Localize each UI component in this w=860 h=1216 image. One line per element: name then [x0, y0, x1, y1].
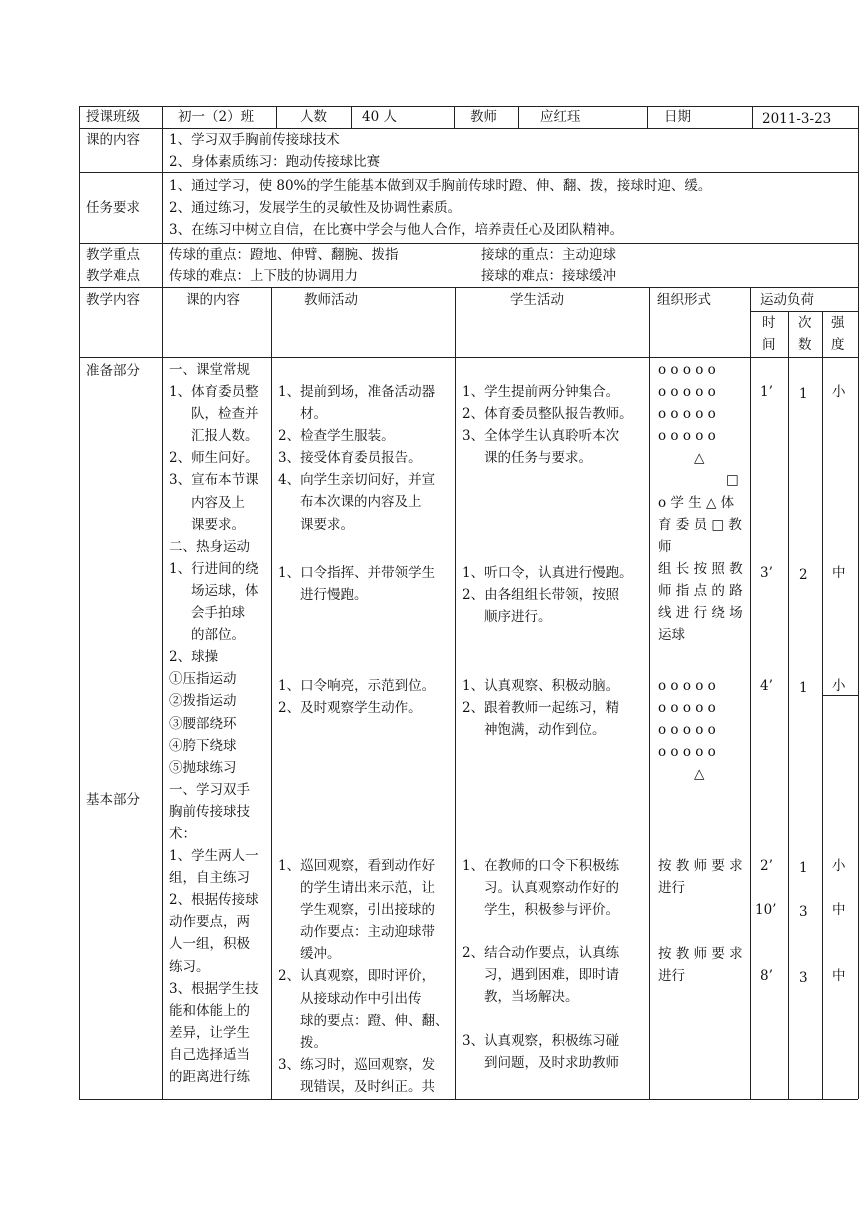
student-line: 3、认真观察，积极练习碰	[462, 1032, 620, 1049]
col-intensity-1: 强	[831, 315, 845, 331]
difficulty-label: 教学难点	[86, 268, 140, 284]
student-row: o o o o o	[658, 678, 716, 694]
teacher-line: 拨。	[300, 1034, 327, 1051]
load-time: 3’	[760, 565, 773, 581]
lesson-line: 2、根据传接球	[169, 892, 259, 909]
lesson-line: 1、学生两人一	[169, 848, 259, 865]
lesson-content-column	[169, 359, 259, 1088]
lesson-line: 汇报人数。	[191, 428, 259, 445]
content-line-2: 2、身体素质练习：跑动传接球比赛	[169, 154, 381, 170]
student-activity-block-3	[462, 675, 619, 741]
formation-legend: o 学 生 △ 体	[658, 494, 735, 511]
content-label: 课的内容	[86, 132, 140, 148]
col-time-2: 间	[762, 337, 776, 353]
lesson-line: ④胯下绕球	[169, 737, 237, 754]
student-line: 2、体育委员整队报告教师。	[462, 406, 633, 423]
lesson-line: 组，自主练习	[169, 870, 250, 887]
lesson-line: ⑤抛球练习	[169, 759, 237, 776]
lesson-line: 2、师生问好。	[169, 450, 259, 467]
load-intensity: 小	[832, 384, 846, 400]
org-text: 按 教 师 要 求	[658, 858, 743, 874]
lesson-line: 1、体育委员整	[169, 384, 259, 401]
teacher-line: 4、向学生亲切问好，并宣	[278, 472, 436, 489]
lesson-line: ②拨指运动	[169, 693, 237, 710]
load-count: 3	[799, 970, 808, 986]
lesson-line: 术：	[169, 825, 196, 842]
class-label: 授课班级	[86, 109, 140, 125]
lesson-line: 3、宣布本节课	[169, 472, 259, 489]
lesson-line: 二、热身运动	[169, 538, 250, 555]
pass-key: 传球的重点：蹬地、伸臂、翻腕、拨指	[169, 247, 399, 263]
count-label: 人数	[300, 109, 327, 125]
date-value: 2011-3-23	[762, 111, 832, 127]
monitor-triangle-icon: △	[694, 766, 705, 783]
teacher-line: 布本次课的内容及上	[300, 494, 422, 511]
formation-legend: 师	[658, 538, 672, 555]
teacher-line: 现错误，及时纠正。共	[300, 1078, 435, 1095]
teacher-line: 进行慢跑。	[300, 587, 368, 604]
student-activity-block-4	[462, 855, 619, 1074]
lesson-line: ③腰部绕环	[169, 715, 237, 732]
teacher-line: 从接球动作中引出传	[300, 990, 422, 1007]
col-teacher: 教师活动	[304, 292, 358, 308]
col-org: 组织形式	[657, 292, 711, 308]
student-line: 2、跟着教师一起练习，精	[462, 700, 620, 717]
teacher-line: 1、巡回观察，看到动作好	[278, 858, 436, 874]
lesson-line: 人一组，积极	[169, 936, 250, 953]
route-text: 线 进 行 绕 场	[658, 605, 743, 622]
lesson-line: 动作要点，两	[169, 914, 250, 931]
teacher-line: 材。	[300, 406, 327, 423]
lesson-line: 自己选择适当	[169, 1046, 250, 1063]
col-content: 课的内容	[186, 292, 240, 308]
load-time: 1’	[760, 384, 773, 400]
catch-key: 接球的重点：主动迎球	[481, 247, 616, 263]
key-label: 教学重点	[86, 247, 140, 263]
student-activity-block-1	[462, 381, 633, 469]
load-intensity: 中	[832, 565, 846, 581]
formation-diagram-2	[658, 675, 716, 785]
date-label: 日期	[664, 109, 691, 125]
teacher-label: 教师	[470, 109, 497, 125]
teacher-line: 课要求。	[300, 516, 354, 533]
count-value: 40 人	[362, 109, 397, 125]
student-row: o o o o o	[658, 428, 716, 445]
teacher-activity-block-3	[278, 675, 435, 719]
lesson-line: 的距离进行练	[169, 1069, 250, 1085]
student-line: 1、听口令，认真进行慢跑。	[462, 565, 633, 581]
teacher-line: 2、检查学生服装。	[278, 428, 395, 445]
load-intensity: 中	[832, 968, 846, 984]
lesson-line: ①压指运动	[169, 671, 237, 688]
lesson-line: 一、学习双手	[169, 781, 250, 798]
route-text: 运球	[658, 627, 685, 644]
teacher-activity-block-2	[278, 562, 435, 606]
teacher-line: 1、口令响亮，示范到位。	[278, 678, 436, 694]
org-text: 进行	[658, 968, 685, 985]
teacher-line: 动作要点：主动迎球带	[300, 924, 435, 941]
org-text: 进行	[658, 880, 685, 897]
lesson-line: 能和体能上的	[169, 1002, 250, 1019]
lesson-line: 3、根据学生技	[169, 980, 259, 997]
lesson-line: 胸前传接球技	[169, 803, 250, 820]
section-prep: 准备部分	[86, 363, 140, 379]
load-time: 2’	[760, 858, 773, 874]
load-time: 4’	[760, 678, 773, 694]
teacher-activity-block-4	[278, 855, 449, 1098]
student-activity-block-2	[462, 562, 633, 628]
tasks-label: 任务要求	[86, 200, 140, 216]
lesson-line: 差异，让学生	[169, 1024, 250, 1041]
lesson-line: 的部位。	[191, 627, 245, 644]
route-text: 师 指 点 的 路	[658, 582, 743, 599]
formation-legend: 育 委 员 □ 教	[658, 516, 742, 533]
col-section: 教学内容	[86, 292, 140, 308]
col-time-1: 时	[762, 315, 776, 331]
col-student: 学生活动	[510, 292, 564, 308]
load-intensity: 小	[832, 678, 846, 694]
lesson-line: 内容及上	[191, 494, 245, 511]
teacher-square-icon: □	[726, 472, 739, 489]
student-line: 1、学生提前两分钟集合。	[462, 384, 620, 400]
content-line-1: 1、学习双手胸前传接球技术	[169, 132, 340, 148]
teacher-line: 2、及时观察学生动作。	[278, 700, 422, 717]
tasks-line-2: 2、通过练习，发展学生的灵敏性及协调性素质。	[169, 200, 462, 216]
tasks-line-1: 1、通过学习，使 80%的学生能基本做到双手胸前传球时蹬、伸、翻、拨，接球时迎、缓。	[169, 178, 712, 194]
teacher-line: 3、接受体育委员报告。	[278, 450, 422, 467]
monitor-triangle-icon: △	[694, 450, 705, 467]
lesson-line: 一、课堂常规	[169, 362, 250, 378]
load-count: 1	[799, 680, 808, 696]
org-requirement-2	[658, 943, 743, 987]
student-line: 学生，积极参与评价。	[484, 902, 619, 919]
student-line: 到问题，及时求助教师	[484, 1054, 619, 1071]
teacher-line: 缓冲。	[300, 946, 341, 963]
teacher-activity-block-1	[278, 381, 435, 536]
student-line: 习，遇到困难，即时请	[484, 967, 619, 984]
col-intensity-2: 度	[831, 337, 845, 353]
lesson-line: 2、球操	[169, 649, 219, 666]
student-line: 3、全体学生认真聆听本次	[462, 428, 620, 445]
load-count: 2	[799, 567, 808, 583]
col-count-1: 次	[798, 315, 812, 331]
teacher-line: 球的要点：蹬、伸、翻、	[300, 1012, 449, 1029]
student-line: 2、结合动作要点，认真练	[462, 945, 620, 962]
student-line: 教，当场解决。	[484, 989, 579, 1006]
student-line: 1、认真观察、积极动脑。	[462, 678, 620, 694]
student-line: 1、在教师的口令下积极练	[462, 858, 620, 874]
lesson-line: 课要求。	[191, 516, 245, 533]
student-row: o o o o o	[658, 744, 716, 761]
org-requirement-1	[658, 855, 743, 899]
student-row: o o o o o	[658, 700, 716, 717]
class-value: 初一（2）班	[178, 109, 255, 125]
col-count-2: 数	[798, 337, 812, 353]
route-text: 组 长 按 照 教	[658, 560, 743, 577]
teacher-value: 应红珏	[540, 109, 581, 125]
pass-difficulty: 传球的难点：上下肢的协调用力	[169, 268, 358, 284]
load-time: 8’	[760, 968, 773, 984]
teacher-line: 2、认真观察，即时评价，	[278, 968, 436, 985]
teacher-line: 1、口令指挥、并带领学生	[278, 565, 436, 581]
load-intensity: 中	[832, 902, 846, 918]
col-load: 运动负荷	[760, 292, 814, 308]
lesson-line: 会手拍球	[191, 605, 245, 622]
student-line: 顺序进行。	[484, 609, 552, 626]
lesson-line: 队，检查并	[191, 406, 259, 423]
student-line: 2、由各组组长带领，按照	[462, 587, 620, 604]
load-count: 3	[799, 904, 808, 920]
load-count: 1	[799, 386, 808, 402]
teacher-line: 学生观察，引出接球的	[300, 902, 435, 919]
student-line: 神饱满，动作到位。	[484, 722, 606, 739]
lesson-line: 1、行进间的绕	[169, 560, 259, 577]
student-line: 课的任务与要求。	[484, 450, 592, 467]
teacher-line: 3、练习时，巡回观察，发	[278, 1056, 436, 1073]
lesson-line: 场运球，体	[191, 582, 259, 599]
org-text: 按 教 师 要 求	[658, 946, 743, 962]
student-row: o o o o o	[658, 362, 716, 378]
student-row: o o o o o	[658, 406, 716, 423]
formation-diagram-1	[658, 359, 743, 646]
catch-difficulty: 接球的难点：接球缓冲	[481, 268, 616, 284]
student-row: o o o o o	[658, 722, 716, 739]
lesson-line: 练习。	[169, 958, 210, 975]
load-intensity: 小	[832, 858, 846, 874]
tasks-line-3: 3、在练习中树立自信，在比赛中学会与他人合作，培养责任心及团队精神。	[169, 222, 624, 238]
teacher-line: 1、提前到场，准备活动器	[278, 384, 436, 400]
load-count: 1	[799, 860, 808, 876]
teacher-line: 的学生请出来示范，让	[300, 880, 435, 897]
student-row: o o o o o	[658, 384, 716, 401]
section-basic: 基本部分	[86, 792, 140, 808]
student-line: 习。认真观察动作好的	[484, 880, 619, 897]
load-time: 10’	[755, 902, 777, 918]
